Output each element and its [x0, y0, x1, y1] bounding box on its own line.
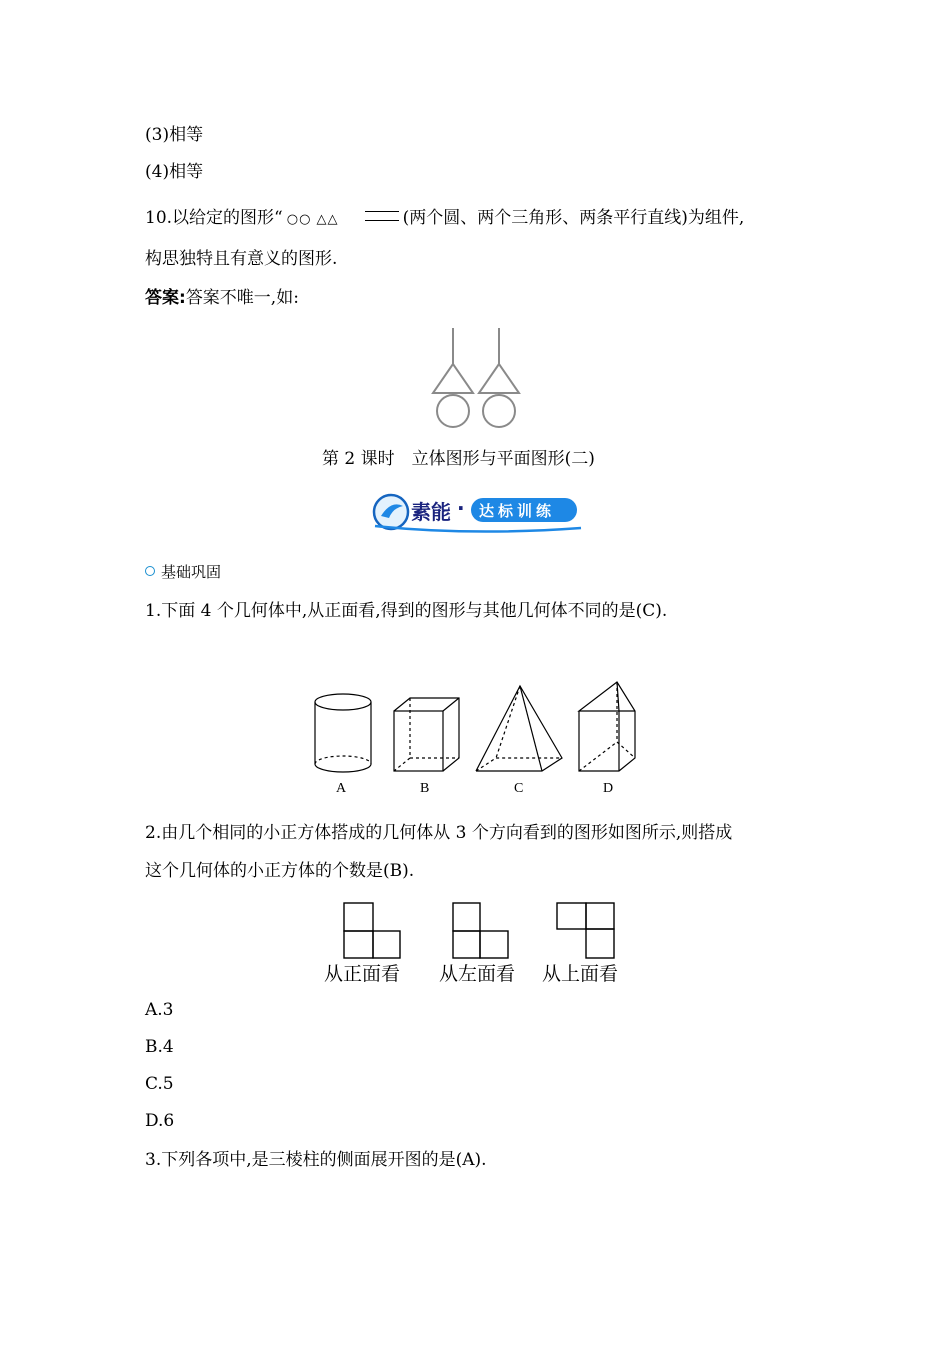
banner-main-text: 素能	[411, 500, 451, 524]
question-2-line1: 2.由几个相同的小正方体搭成的几何体从 3 个方向看到的图形如图所示,则搭成	[145, 823, 733, 843]
answer-text: 答案不唯一,如:	[185, 288, 299, 308]
cube-shape	[394, 698, 459, 771]
question-10-suffix: (两个圆、两个三角形、两条平行直线)为组件,	[402, 208, 745, 228]
top-view	[557, 903, 614, 958]
banner-underline	[375, 526, 581, 532]
question-10-prefix: 10.以给定的图形“	[145, 208, 283, 228]
parallel-lines-icon	[365, 211, 399, 221]
view-label-front: 从正面看	[324, 963, 401, 985]
section-title: 第 2 课时 立体图形与平面图形(二)	[322, 449, 595, 469]
view-label-left: 从左面看	[439, 963, 516, 985]
front-view	[344, 903, 400, 958]
answer-figure	[428, 326, 524, 430]
option-b: B.4	[145, 1037, 174, 1057]
subsection-heading	[145, 561, 221, 583]
section-banner	[371, 486, 586, 534]
answer-item-4: (4)相等	[145, 162, 204, 182]
question-10-shapes: ○○ △△	[286, 212, 339, 227]
cylinder-shape	[315, 694, 371, 772]
banner-dot: ·	[457, 496, 465, 520]
figure-label-a: A	[336, 781, 347, 796]
prism-shape	[579, 682, 635, 771]
circle-bullet-icon	[145, 566, 155, 576]
answer-label: 答案:	[145, 288, 186, 308]
question-1-figure	[300, 678, 650, 778]
triangle-right	[479, 364, 519, 393]
question-10-line1	[145, 207, 744, 231]
figure-label-d: D	[603, 781, 614, 796]
option-d: D.6	[145, 1111, 175, 1131]
banner-sub-text: 达标训练	[479, 502, 556, 520]
question-2-line2: 这个几何体的小正方体的个数是(B).	[145, 861, 415, 881]
question-10-line2: 构思独特且有意义的图形.	[145, 249, 338, 269]
question-3-text: 3.下列各项中,是三棱柱的侧面展开图的是(A).	[145, 1150, 487, 1170]
figure-label-c: C	[514, 781, 524, 796]
circle-left	[437, 395, 469, 427]
answer-item-3: (3)相等	[145, 125, 204, 145]
question-2-views	[340, 900, 620, 960]
option-c: C.5	[145, 1074, 174, 1094]
left-view	[453, 903, 508, 958]
figure-label-b: B	[420, 781, 430, 796]
answer-line	[145, 287, 299, 309]
option-a: A.3	[145, 1000, 174, 1020]
view-label-top: 从上面看	[542, 963, 619, 985]
pyramid-shape	[476, 686, 562, 771]
triangle-left	[433, 364, 473, 393]
circle-right	[483, 395, 515, 427]
question-1-text: 1.下面 4 个几何体中,从正面看,得到的图形与其他几何体不同的是(C).	[145, 601, 668, 621]
subsection-title: 基础巩固	[161, 563, 222, 581]
